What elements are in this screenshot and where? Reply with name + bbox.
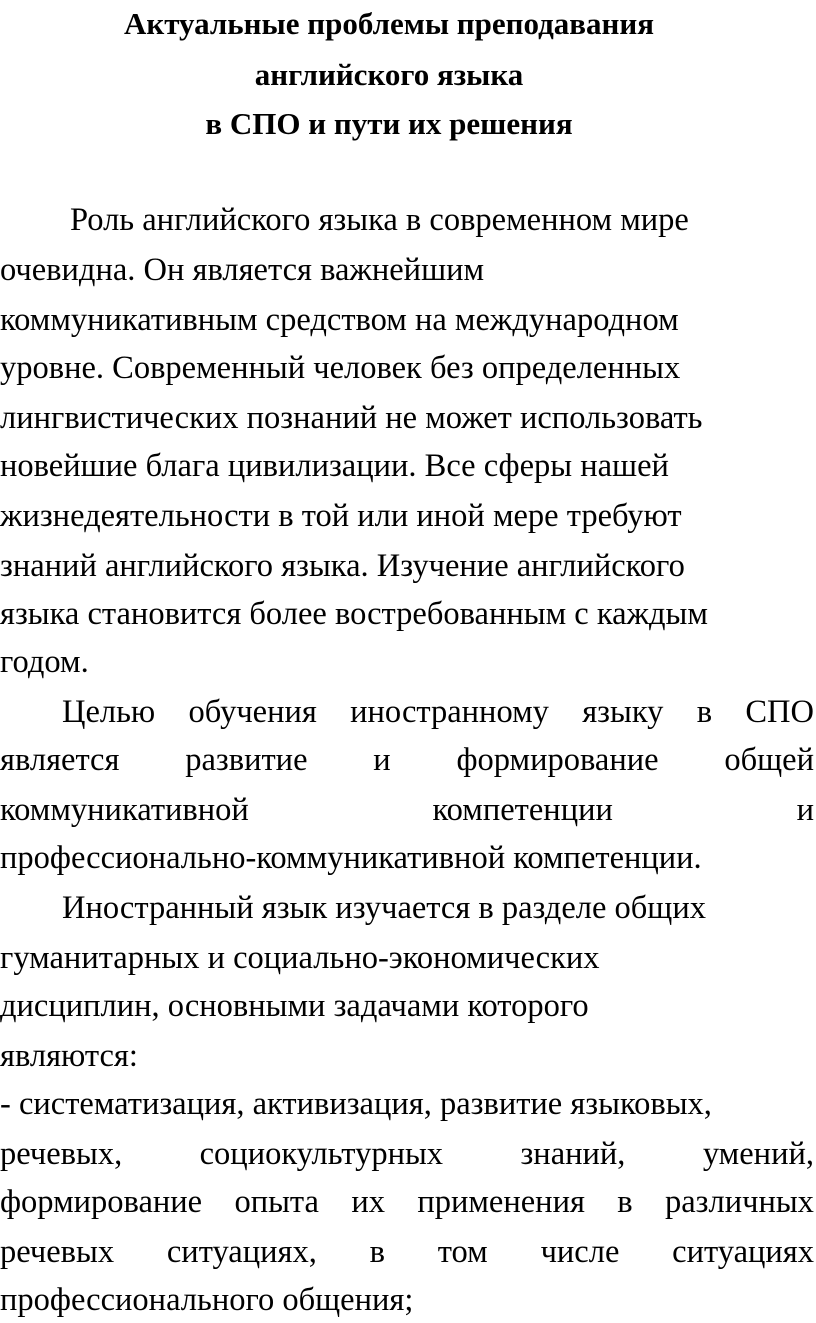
p2-word: в <box>696 694 713 730</box>
p2-word: коммуникативной <box>0 792 249 828</box>
title-line-2: английского языка <box>254 57 524 92</box>
list-item-line-2 <box>0 1134 814 1174</box>
p2-word: обучения <box>188 694 317 730</box>
p2-line-4: профессионально-коммуникативной компетенции. <box>0 840 702 876</box>
list-word: социокультурных <box>199 1136 444 1172</box>
list-item-line-3 <box>0 1182 814 1222</box>
p2-word: формирование <box>456 742 659 778</box>
p2-word: иностранному <box>350 694 549 730</box>
p1-line-3: коммуникативным средством на международном <box>0 302 679 338</box>
p2-word: СПО <box>745 694 814 730</box>
list-item-line-4 <box>0 1232 814 1272</box>
p2-word: Целью <box>62 694 156 730</box>
list-word: речевых <box>0 1234 115 1270</box>
list-word: умений, <box>702 1136 814 1172</box>
p3-line-2: гуманитарных и социально-экономических <box>0 940 600 976</box>
list-word: в <box>369 1234 385 1270</box>
p2-word: является <box>0 742 120 778</box>
p2-word: развитие <box>185 742 308 778</box>
p1-line-5: лингвистических познаний не может использовать <box>0 400 703 436</box>
p1-line-2: очевидна. Он является важнейшим <box>0 252 485 288</box>
p2-word: компетенции <box>432 792 613 828</box>
p2-line-1 <box>0 692 814 732</box>
list-word: формирование <box>0 1184 203 1220</box>
p3-line-3: дисциплин, основными задачами которого <box>0 988 589 1024</box>
list-word: в <box>617 1184 633 1220</box>
list-item-line-5: профессионального общения; <box>0 1282 414 1318</box>
list-word: применения <box>417 1184 585 1220</box>
p1-line-6: новейшие блага цивилизации. Все сферы нашей <box>0 448 669 484</box>
p3-line-4: являются: <box>0 1038 138 1074</box>
p2-word: и <box>796 792 814 828</box>
list-word: опыта <box>234 1184 319 1220</box>
p1-line-8: знаний английского языка. Изучение английского <box>0 548 685 584</box>
p1-line-7: жизнедеятельности в той или иной мере требуют <box>0 498 682 534</box>
p1-line-9: языка становится более востребованным с каждым <box>0 596 708 632</box>
p1-line-4: уровне. Современный человек без определенных <box>0 350 681 386</box>
list-word: ситуациях <box>672 1234 814 1270</box>
p1-line-1: Роль английского языка в современном мире <box>70 202 689 238</box>
p2-line-2 <box>0 740 814 780</box>
list-word: том <box>437 1234 488 1270</box>
list-word: различных <box>664 1184 814 1220</box>
list-word: речевых, <box>0 1136 123 1172</box>
list-word: ситуациях, <box>166 1234 317 1270</box>
list-word: числе <box>540 1234 620 1270</box>
p2-word: и <box>373 742 391 778</box>
title-line-1: Актуальные проблемы преподавания <box>123 6 655 41</box>
p3-line-1: Иностранный язык изучается в разделе общих <box>62 890 706 926</box>
list-word: их <box>351 1184 385 1220</box>
p1-line-10: годом. <box>0 644 89 680</box>
p2-word: языку <box>582 694 664 730</box>
p2-line-3 <box>0 790 814 830</box>
list-word: знаний, <box>520 1136 626 1172</box>
p2-word: общей <box>724 742 814 778</box>
list-item-line-1: - систематизация, активизация, развитие языковых, <box>0 1086 712 1122</box>
title-line-3: в СПО и пути их решения <box>205 106 573 141</box>
